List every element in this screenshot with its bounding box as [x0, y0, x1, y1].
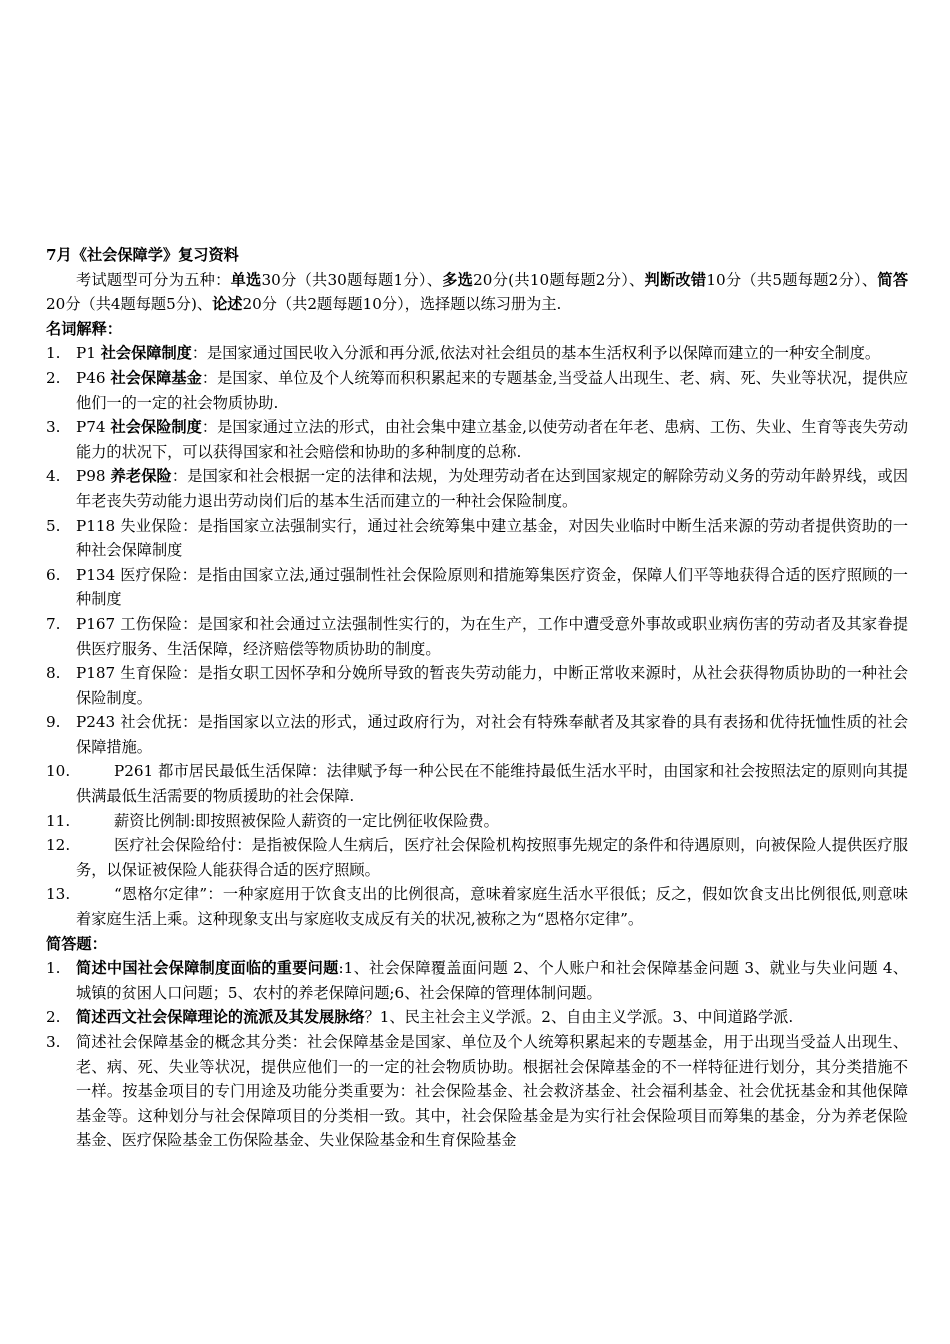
definition-text: ：是国家通过国民收入分派和再分派,依法对社会组员的基本生活权利予以保障而建立的一种安全制度。 — [191, 344, 881, 363]
item-number: 2. — [46, 368, 61, 387]
page-ref: P1 — [76, 344, 101, 363]
definition-item — [46, 341, 908, 366]
definition-text: 社会优抚：是指国家以立法的形式，通过政府行为，对社会有特殊奉献者及其家眷的具有表扬和优待抚恤性质的社会保障措施。 — [76, 713, 909, 756]
page-ref: P98 — [76, 467, 111, 486]
definition-text: “恩格尔定律”：一种家庭用于饮食支出的比例很高，意味着家庭生活水平很低；反之，假如饮食支出比例很低,则意味着家庭生活上乘。这种现象支出与家庭收支成反有关的状况,被称之为“恩格尔定律”。 — [76, 885, 908, 929]
item-number: 3. — [46, 1033, 61, 1051]
definition-text: ：是国家通过立法的形式，由社会集中建立基金,以使劳动者在年老、患病、工伤、失业、生育等丧失劳动能力的状况下，可以获得国家和社会赔偿和协助的多种制度的总称. — [76, 418, 909, 461]
intro-term-multiple: 多选 — [442, 270, 474, 289]
definition-item — [46, 661, 908, 710]
intro-term-judge: 判断改错 — [644, 270, 707, 289]
item-number: 7. — [46, 614, 61, 633]
document-page — [46, 243, 908, 1153]
page-ref: P46 — [76, 368, 111, 387]
page-ref: P74 — [76, 418, 111, 437]
answer-text: :1、社会保障覆盖面问题 2、个人账户和社会保障基金问题 3、就业与失业问题 4、城镇的贫困人口问题；5、农村的养老保障问题;6、社会保障的管理体制问题。 — [76, 959, 908, 1002]
definition-text: 医疗社会保险给付：是指被保险人生病后，医疗社会保险机构按照事先规定的条件和待遇原则，向被保险人提供医疗服务，以保证被保险人能获得合适的医疗照顾。 — [76, 836, 908, 879]
definition-item — [46, 710, 908, 759]
item-number: 9. — [46, 713, 61, 732]
definition-item — [46, 464, 908, 513]
definition-item — [46, 759, 908, 808]
answer-text: ？1、民主社会主义学派。2、自由主义学派。3、中间道路学派. — [364, 1008, 794, 1027]
intro-term-essay: 论述 — [212, 295, 243, 314]
intro-text: 20分（共4题每题5分)、 — [46, 295, 213, 314]
definitions-list — [46, 341, 908, 931]
item-number: 11. — [46, 811, 71, 830]
intro-text: 20分（共2题每题10分），选择题以练习册为主. — [242, 295, 562, 314]
intro-text: 20分(共10题每题2分）、 — [473, 270, 645, 289]
short-answers-list — [46, 956, 908, 1153]
page-ref: P187 — [76, 664, 121, 683]
definition-term: 社会保障基金 — [110, 368, 202, 387]
item-number: 8. — [46, 664, 61, 683]
short-answers-heading: 简答题： — [46, 934, 107, 953]
definition-term: 养老保险 — [110, 467, 172, 486]
definition-item — [46, 612, 908, 661]
question-item — [46, 956, 908, 1005]
definition-item — [46, 809, 908, 834]
page-ref: P243 — [76, 713, 121, 732]
question-title: 简述中国社会保障制度面临的重要问题 — [76, 959, 339, 978]
item-number: 1. — [46, 344, 61, 363]
page-ref: P118 — [76, 516, 121, 535]
page-ref: P134 — [76, 565, 121, 584]
item-number: 5. — [46, 516, 61, 535]
intro-term-short: 简答 — [877, 270, 909, 289]
document-title: 7月《社会保障学》复习资料 — [46, 246, 239, 264]
intro-text: 10分（共5题每题2分）、 — [706, 270, 878, 289]
item-number: 12. — [46, 836, 71, 855]
intro-text: 考试题型可分为五种： — [76, 270, 231, 289]
definitions-heading: 名词解释： — [46, 319, 122, 338]
question-item — [46, 1005, 908, 1030]
definition-item — [46, 415, 908, 464]
definition-item — [46, 882, 908, 931]
item-number: 3. — [46, 418, 61, 437]
item-number: 1. — [46, 959, 61, 978]
question-title: 简述西文社会保障理论的流派及其发展脉络 — [76, 1008, 365, 1027]
answer-text: 简述社会保障基金的概念其分类：社会保障基金是国家、单位及个人统筹积累起来的专题基金，用于出现当受益人出现生、老、病、死、失业等状况，提供应他们一的一定的社会物质协助。根据社会保障基金的不一样特征进行划分，其分类措施不一样。按基金项目的专门用途及功能分类重要为：社会保险基金、社会救济基金、社会福利基金、社会优抚基金和其他保障基金等。这种划分与社会保障项目的分类相一致。其中，社会保险基金是为实行社会保险项目而筹集的基金，分为养老保险基金、医疗保险基金工伤保险基金、失业保险基金和生育保险基金 — [76, 1033, 908, 1150]
definition-term: 社会保险制度 — [110, 418, 202, 437]
exam-format-paragraph — [46, 268, 908, 317]
item-number: 10. — [46, 762, 71, 781]
definition-text: 生育保险：是指女职工因怀孕和分娩所导致的暂丧失劳动能力，中断正常收来源时，从社会获得物质协助的一种社会保险制度。 — [76, 664, 909, 707]
page-ref: P167 — [76, 614, 121, 633]
definition-text: 失业保险：是指国家立法强制实行，通过社会统筹集中建立基金，对因失业临时中断生活来源的劳动者提供资助的一种社会保障制度 — [76, 516, 909, 560]
item-number: 6. — [46, 565, 61, 584]
definition-text: 工伤保险：是国家和社会通过立法强制性实行的，为在生产，工作中遭受意外事故或职业病伤害的劳动者及其家眷提供医疗服务、生活保障，经济赔偿等物质协助的制度。 — [76, 614, 909, 658]
definition-item — [46, 366, 908, 415]
definition-text: 医疗保险：是指由国家立法,通过强制性社会保险原则和措施筹集医疗资金，保障人们平等地获得合适的医疗照顾的一种制度 — [76, 565, 908, 609]
question-item — [46, 1030, 908, 1153]
definition-item — [46, 833, 908, 882]
item-number: 13. — [46, 885, 71, 904]
item-number: 2. — [46, 1008, 61, 1027]
definition-item — [46, 563, 908, 612]
definition-text: 薪资比例制:即按照被保险人薪资的一定比例征收保险费。 — [114, 811, 499, 830]
definition-item — [46, 514, 908, 563]
intro-text: 30分（共30题每题1分）、 — [261, 270, 443, 289]
intro-term-single: 单选 — [230, 270, 262, 289]
item-number: 4. — [46, 467, 61, 486]
definition-text: P261 都市居民最低生活保障：法律赋予每一种公民在不能维持最低生活水平时，由国家和社会按照法定的原则向其提供满最低生活需要的物质援助的社会保障. — [76, 762, 908, 806]
definition-text: ：是国家、单位及个人统筹而积积累起来的专题基金,当受益人出现生、老、病、死、失业等状况，提供应他们一的一定的社会物质协助. — [76, 368, 909, 412]
definition-term: 社会保障制度 — [100, 344, 192, 363]
definition-text: ：是国家和社会根据一定的法律和法规，为处理劳动者在达到国家规定的解除劳动义务的劳动年龄界线，或因年老丧失劳动能力退出劳动岗们后的基本生活而建立的一种社会保险制度。 — [76, 467, 909, 510]
